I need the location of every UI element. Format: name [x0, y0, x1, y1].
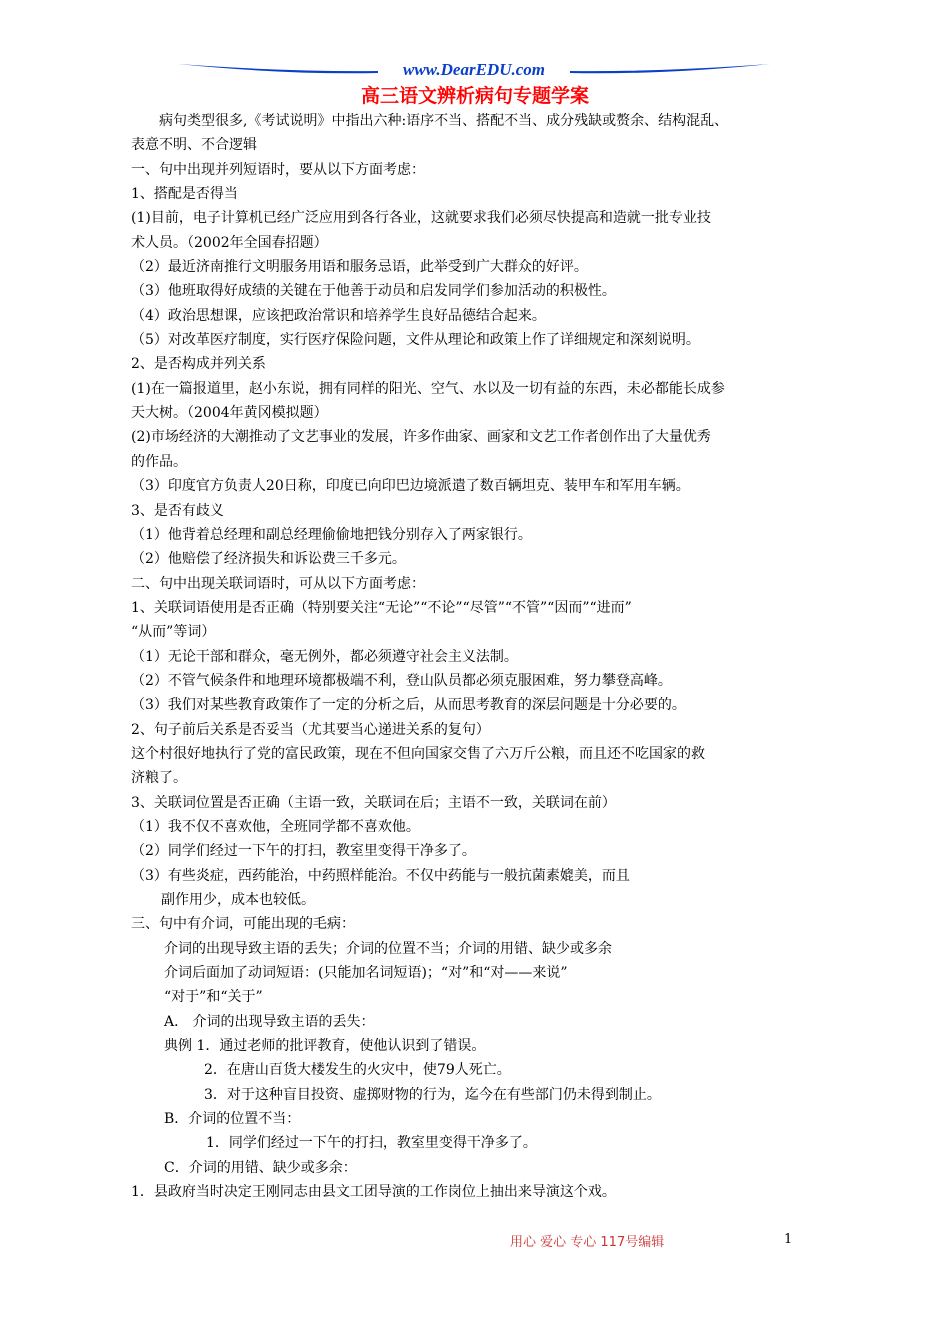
text-line: 介词后面加了动词短语：(只能加名词短语)；“对”和“对——来说”	[164, 965, 568, 982]
example-line: （3）我们对某些教育政策作了一定的分析之后，从而思考教育的深层问题是十分必要的。	[131, 697, 686, 714]
subsection-heading: 3、是否有歧义	[131, 502, 224, 519]
subsection-heading: 2、句子前后关系是否妥当（尤其要当心递进关系的复句）	[131, 721, 490, 738]
example-line: （2）最近济南推行文明服务用语和服务忌语，此举受到广大群众的好评。	[131, 259, 588, 276]
example-line: 副作用少，成本也较低。	[161, 892, 315, 908]
text-line: 病句类型很多,《考试说明》中指出六种:语序不当、搭配不当、成分残缺或赘余、结构混乱、	[159, 113, 729, 129]
example-line: （1）我不仅不喜欢他，全班同学都不喜欢他。	[131, 818, 420, 835]
example-line: 2．在唐山百货大楼发生的火灾中，使79人死亡。	[204, 1062, 511, 1079]
text-line: “对于”和“关于”	[164, 989, 263, 1006]
example-line: （2）同学们经过一下午的打扫，教室里变得干净多了。	[131, 843, 476, 860]
example-line: （2）他赔偿了经济损失和诉讼费三千多元。	[131, 551, 406, 568]
section-heading: 一、句中出现并列短语时，要从以下方面考虑：	[131, 161, 425, 178]
text-line: 介词的出现导致主语的丢失；介词的位置不当；介词的用错、缺少或多余	[164, 940, 612, 957]
example-line: 典例 1．通过老师的批评教育，使他认识到了错误。	[164, 1038, 486, 1055]
example-line: 济粮了。	[131, 770, 187, 787]
example-line: 天大树。（2004年黄冈模拟题）	[131, 405, 328, 422]
example-line: （4）政治思想课，应该把政治常识和培养学生良好品德结合起来。	[131, 307, 546, 324]
example-line: 3．对于这种盲目投资、虚掷财物的行为，迄今在有些部门仍未得到制止。	[204, 1086, 661, 1103]
example-line: 术人员。（2002年全国春招题）	[131, 234, 328, 251]
example-line: （3）印度官方负责人20日称，印度已向印巴边境派遣了数百辆坦克、装甲车和军用车辆。	[131, 478, 690, 495]
text-line: 表意不明、不合逻辑	[131, 137, 257, 154]
example-line: （2）不管气候条件和地理环境都极端不利，登山队员都必须克服困难，努力攀登高峰。	[131, 672, 672, 689]
subsection-heading: 2、是否构成并列关系	[131, 356, 266, 373]
page-number: 1	[784, 1232, 793, 1247]
page-title: 高三语文辨析病句专题学案	[360, 85, 589, 107]
example-line: （1）无论干部和群众，毫无例外，都必须遵守社会主义法制。	[131, 648, 518, 665]
example-line: 的作品。	[131, 453, 187, 470]
footer-note: 用心 爱心 专心 117号编辑	[510, 1235, 665, 1250]
dearedu-logo	[178, 58, 770, 82]
document-body	[131, 109, 825, 1204]
example-line: 这个村很好地执行了党的富民政策，现在不但向国家交售了六万斤公粮，而且还不吃国家的救	[131, 745, 705, 762]
subsection-heading: 1、搭配是否得当	[131, 186, 238, 203]
subsection-heading: A． 介词的出现导致主语的丢失：	[164, 1013, 375, 1030]
example-line: （3）他班取得好成绩的关键在于他善于动员和启发同学们参加活动的积极性。	[131, 283, 616, 300]
section-heading: 二、句中出现关联词语时，可从以下方面考虑：	[131, 575, 425, 592]
example-line: 1．同学们经过一下午的打扫，教室里变得干净多了。	[206, 1135, 537, 1152]
example-line: (1)在一篇报道里，赵小东说，拥有同样的阳光、空气、水以及一切有益的东西，未必都能长成参	[131, 380, 725, 397]
example-line: (2)市场经济的大潮推动了文艺事业的发展，许多作曲家、画家和文艺工作者创作出了大量优秀	[131, 429, 711, 446]
logo-text: www.DearEDU.com	[403, 60, 545, 79]
example-line: (1)目前，电子计算机已经广泛应用到各行各业，这就要求我们必须尽快提高和造就一批专业技	[131, 210, 711, 227]
subsection-heading: “从而”等词）	[131, 624, 216, 641]
example-line: （1）他背着总经理和副总经理偷偷地把钱分别存入了两家银行。	[131, 526, 532, 543]
subsection-heading: 3、关联词位置是否正确（主语一致，关联词在后；主语不一致，关联词在前）	[131, 794, 616, 811]
subsection-heading: C．介词的用错、缺少或多余：	[164, 1159, 357, 1176]
example-line: （3）有些炎症，西药能治，中药照样能治。不仅中药能与一般抗菌素媲美，而且	[131, 867, 630, 884]
section-heading: 三、句中有介词，可能出现的毛病：	[131, 916, 355, 933]
example-line: （5）对改革医疗制度，实行医疗保险问题，文件从理论和政策上作了详细规定和深刻说明。	[131, 332, 700, 349]
subsection-heading: B．介词的位置不当：	[164, 1111, 301, 1128]
example-line: 1．县政府当时决定王刚同志由县文工团导演的工作岗位上抽出来导演这个戏。	[131, 1184, 616, 1201]
subsection-heading: 1、关联词语使用是否正确（特别要关注“无论”“不论”“尽管”“不管”“因而”“进而”	[131, 599, 632, 616]
